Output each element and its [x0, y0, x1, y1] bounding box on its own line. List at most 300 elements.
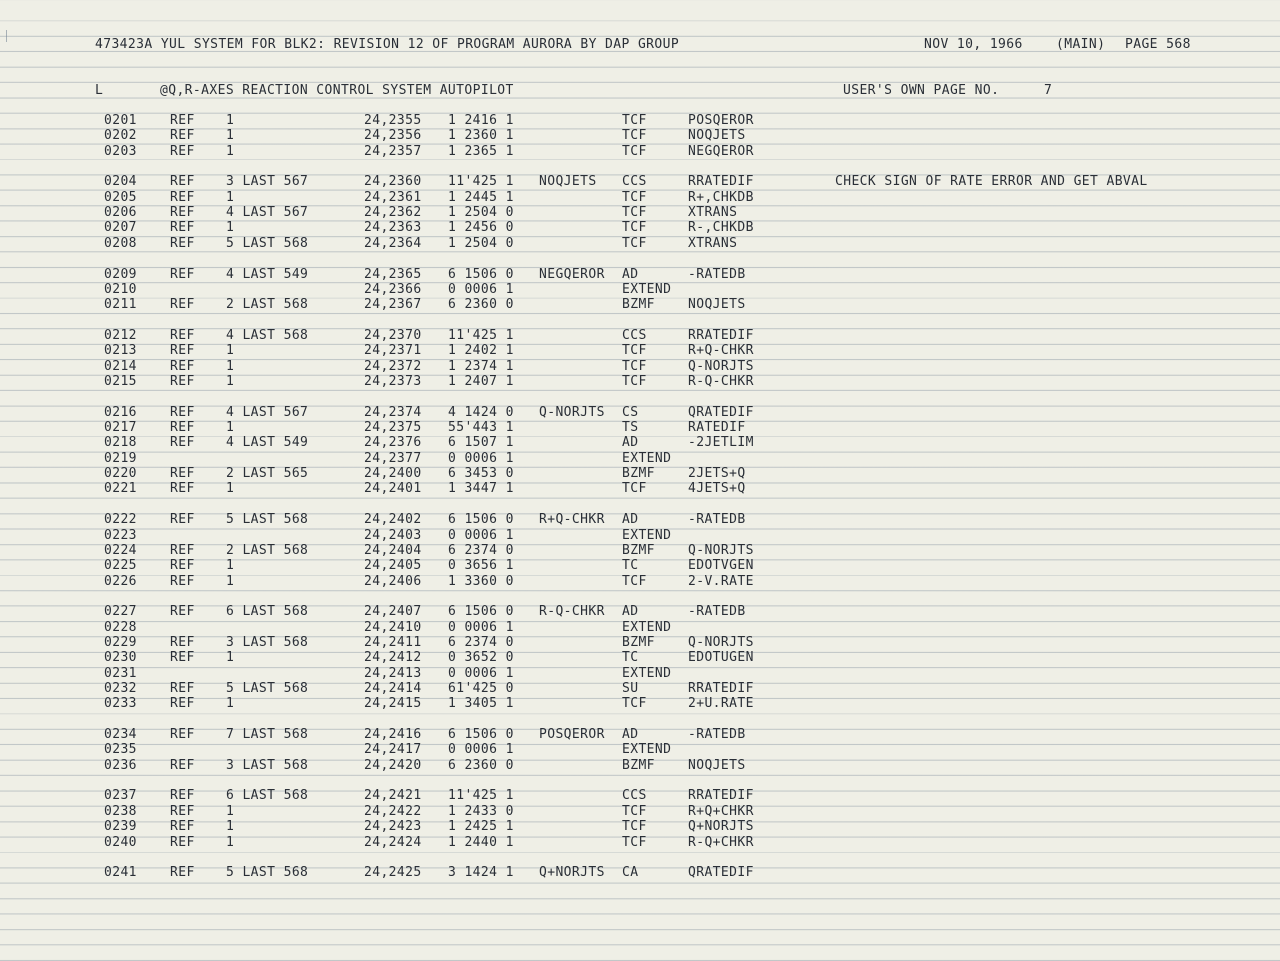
octal-code: 6 2360 0 — [448, 757, 514, 773]
opcode: TCF — [622, 143, 647, 159]
address-field: 24,2366 — [364, 281, 422, 297]
listing-row — [0, 405, 1280, 420]
address-field: 24,2367 — [364, 297, 422, 313]
octal-code: 6 2374 0 — [448, 542, 514, 558]
last-ref-field: 4 LAST 567 — [226, 404, 309, 420]
last-ref-field: 1 — [226, 220, 235, 236]
address-field: 24,2372 — [364, 358, 422, 374]
address-field: 24,2422 — [364, 803, 422, 819]
ref-field: REF — [170, 435, 195, 451]
listing-row — [0, 267, 1280, 282]
card-number: 0234 — [104, 727, 137, 742]
card-number: 0227 — [104, 604, 137, 620]
listing-row — [0, 804, 1280, 819]
address-field: 24,2415 — [364, 696, 422, 712]
listing-row — [0, 512, 1280, 527]
card-number: 0218 — [104, 435, 137, 451]
listing-row — [0, 727, 1280, 742]
listing-row — [0, 543, 1280, 558]
operand: XTRANS — [688, 205, 738, 221]
card-number: 0213 — [104, 343, 137, 359]
octal-code: 1 3405 1 — [448, 696, 514, 712]
address-field: 24,2412 — [364, 650, 422, 666]
address-field: 24,2360 — [364, 174, 422, 190]
operand: RRATEDIF — [688, 327, 754, 343]
octal-code: 0 3652 0 — [448, 650, 514, 666]
opcode: TCF — [622, 235, 647, 251]
last-ref-field: 2 LAST 568 — [226, 297, 309, 313]
listing-row — [0, 574, 1280, 589]
octal-code: 1 3360 0 — [448, 573, 514, 589]
opcode: TC — [622, 650, 639, 666]
listing-row — [0, 558, 1280, 573]
last-ref-field: 4 LAST 549 — [226, 266, 309, 282]
octal-code: 1 2374 1 — [448, 358, 514, 374]
ref-field: REF — [170, 220, 195, 236]
symbol-label: Q-NORJTS — [539, 404, 605, 420]
last-ref-field: 1 — [226, 143, 235, 159]
card-number: 0215 — [104, 374, 137, 389]
opcode: TCF — [622, 374, 647, 389]
card-number: 0220 — [104, 466, 137, 482]
comment: CHECK SIGN OF RATE ERROR AND GET ABVAL — [835, 174, 1148, 190]
ref-field: REF — [170, 757, 195, 773]
ref-field: REF — [170, 865, 195, 881]
opcode: TCF — [622, 343, 647, 359]
card-number: 0207 — [104, 220, 137, 236]
last-ref-field: 1 — [226, 420, 235, 435]
ref-field: REF — [170, 542, 195, 558]
octal-code: 0 0006 1 — [448, 527, 514, 543]
ref-field: REF — [170, 143, 195, 159]
listing-row — [0, 451, 1280, 466]
operand: Q+NORJTS — [688, 819, 754, 835]
listing-row — [0, 144, 1280, 159]
operand: NOQJETS — [688, 757, 746, 773]
opcode: TCF — [622, 573, 647, 589]
listing-row — [0, 328, 1280, 343]
operand: NOQJETS — [688, 128, 746, 144]
last-ref-field: 1 — [226, 803, 235, 819]
opcode: BZMF — [622, 466, 655, 482]
operand: R-Q+CHKR — [688, 834, 754, 850]
listing-row — [0, 528, 1280, 543]
card-number: 0216 — [104, 404, 137, 420]
last-ref-field: 1 — [226, 696, 235, 712]
operand: -RATEDB — [688, 604, 746, 620]
octal-code: 0 0006 1 — [448, 665, 514, 681]
listing-row — [0, 359, 1280, 374]
operand: RRATEDIF — [688, 174, 754, 190]
operand: 4JETS+Q — [688, 481, 746, 497]
octal-code: 0 0006 1 — [448, 619, 514, 635]
octal-code: 1 2416 1 — [448, 113, 514, 128]
operand: XTRANS — [688, 235, 738, 251]
ref-field: REF — [170, 650, 195, 666]
octal-code: 61'425 0 — [448, 681, 514, 696]
operand: -2JETLIM — [688, 435, 754, 451]
address-field: 24,2421 — [364, 788, 422, 804]
octal-code: 6 2360 0 — [448, 297, 514, 313]
operand: EDOTUGEN — [688, 650, 754, 666]
opcode: AD — [622, 512, 639, 528]
operand: QRATEDIF — [688, 404, 754, 420]
opcode: TCF — [622, 128, 647, 144]
octal-code: 6 1506 0 — [448, 512, 514, 528]
card-number: 0205 — [104, 189, 137, 205]
address-field: 24,2374 — [364, 404, 422, 420]
card-number: 0201 — [104, 113, 137, 128]
last-ref-field: 4 LAST 549 — [226, 435, 309, 451]
symbol-label: Q+NORJTS — [539, 865, 605, 881]
card-number: 0206 — [104, 205, 137, 221]
card-number: 0222 — [104, 512, 137, 528]
ref-field: REF — [170, 266, 195, 282]
symbol-label: R-Q-CHKR — [539, 604, 605, 620]
octal-code: 11'425 1 — [448, 174, 514, 190]
operand: RATEDIF — [688, 420, 746, 435]
operand: NEGQEROR — [688, 143, 754, 159]
last-ref-field: 3 LAST 567 — [226, 174, 309, 190]
last-ref-field: 1 — [226, 189, 235, 205]
last-ref-field: 3 LAST 568 — [226, 757, 309, 773]
address-field: 24,2363 — [364, 220, 422, 236]
operand: Q-NORJTS — [688, 358, 754, 374]
ref-field: REF — [170, 681, 195, 696]
card-number: 0231 — [104, 665, 137, 681]
listing-row — [0, 650, 1280, 665]
last-ref-field: 1 — [226, 358, 235, 374]
ref-field: REF — [170, 235, 195, 251]
last-ref-field: 7 LAST 568 — [226, 727, 309, 742]
octal-code: 1 2440 1 — [448, 834, 514, 850]
opcode: TS — [622, 420, 639, 435]
card-number: 0229 — [104, 634, 137, 650]
last-ref-field: 5 LAST 568 — [226, 681, 309, 696]
opcode: TCF — [622, 481, 647, 497]
ref-field: REF — [170, 420, 195, 435]
section-title: @Q,R-AXES REACTION CONTROL SYSTEM AUTOPILOT — [160, 83, 514, 98]
opcode: EXTEND — [622, 742, 672, 758]
last-ref-field: 1 — [226, 128, 235, 144]
users-page-label: USER'S OWN PAGE NO. — [843, 83, 1000, 98]
octal-code: 1 2425 1 — [448, 819, 514, 835]
ref-field: REF — [170, 205, 195, 221]
octal-code: 3 1424 1 — [448, 865, 514, 881]
address-field: 24,2414 — [364, 681, 422, 696]
operand: 2+U.RATE — [688, 696, 754, 712]
card-number: 0240 — [104, 834, 137, 850]
address-field: 24,2411 — [364, 634, 422, 650]
ref-field: REF — [170, 819, 195, 835]
listing-date: NOV 10, 1966 — [924, 37, 1023, 52]
ref-field: REF — [170, 834, 195, 850]
opcode: TCF — [622, 189, 647, 205]
octal-code: 6 1506 0 — [448, 266, 514, 282]
section-marker: L — [95, 83, 104, 98]
main-tag: (MAIN) — [1056, 37, 1106, 52]
card-number: 0212 — [104, 327, 137, 343]
octal-code: 1 2433 0 — [448, 803, 514, 819]
octal-code: 1 2407 1 — [448, 374, 514, 389]
ref-field: REF — [170, 481, 195, 497]
opcode: CCS — [622, 788, 647, 804]
last-ref-field: 5 LAST 568 — [226, 512, 309, 528]
address-field: 24,2416 — [364, 727, 422, 742]
card-number: 0235 — [104, 742, 137, 758]
card-number: 0203 — [104, 143, 137, 159]
address-field: 24,2425 — [364, 865, 422, 881]
listing-row — [0, 788, 1280, 803]
users-page-number: 7 — [1044, 83, 1053, 98]
card-number: 0204 — [104, 174, 137, 190]
operand: -RATEDB — [688, 266, 746, 282]
last-ref-field: 2 LAST 568 — [226, 542, 309, 558]
last-ref-field: 6 LAST 568 — [226, 788, 309, 804]
octal-code: 6 1506 0 — [448, 727, 514, 742]
listing-row — [0, 435, 1280, 450]
last-ref-field: 1 — [226, 343, 235, 359]
ref-field: REF — [170, 466, 195, 482]
opcode: EXTEND — [622, 281, 672, 297]
opcode: SU — [622, 681, 639, 696]
card-number: 0223 — [104, 527, 137, 543]
listing-row — [0, 220, 1280, 235]
listing-row — [0, 865, 1280, 880]
card-number: 0209 — [104, 266, 137, 282]
octal-code: 1 3447 1 — [448, 481, 514, 497]
symbol-label: NOQJETS — [539, 174, 597, 190]
octal-code: 11'425 1 — [448, 327, 514, 343]
card-number: 0225 — [104, 558, 137, 574]
card-number: 0202 — [104, 128, 137, 144]
octal-code: 0 3656 1 — [448, 558, 514, 574]
ref-field: REF — [170, 573, 195, 589]
page-number: PAGE 568 — [1125, 37, 1191, 52]
address-field: 24,2365 — [364, 266, 422, 282]
last-ref-field: 1 — [226, 819, 235, 835]
listing-row — [0, 481, 1280, 496]
octal-code: 1 2402 1 — [448, 343, 514, 359]
address-field: 24,2356 — [364, 128, 422, 144]
opcode: EXTEND — [622, 665, 672, 681]
listing-row — [0, 620, 1280, 635]
opcode: AD — [622, 435, 639, 451]
last-ref-field: 2 LAST 565 — [226, 466, 309, 482]
card-number: 0230 — [104, 650, 137, 666]
opcode: BZMF — [622, 634, 655, 650]
ref-field: REF — [170, 512, 195, 528]
card-number: 0211 — [104, 297, 137, 313]
address-field: 24,2377 — [364, 450, 422, 466]
address-field: 24,2420 — [364, 757, 422, 773]
card-number: 0233 — [104, 696, 137, 712]
listing-title: 473423A YUL SYSTEM FOR BLK2: REVISION 12 OF PROGRAM AURORA BY DAP GROUP — [95, 37, 680, 52]
card-number: 0241 — [104, 865, 137, 881]
card-number: 0210 — [104, 281, 137, 297]
opcode: TCF — [622, 803, 647, 819]
opcode: TCF — [622, 113, 647, 128]
card-number: 0208 — [104, 235, 137, 251]
operand: 2JETS+Q — [688, 466, 746, 482]
card-number: 0214 — [104, 358, 137, 374]
listing-row — [0, 742, 1280, 757]
last-ref-field: 1 — [226, 113, 235, 128]
last-ref-field: 1 — [226, 374, 235, 389]
listing-row — [0, 681, 1280, 696]
listing-row — [0, 205, 1280, 220]
octal-code: 1 2504 0 — [448, 235, 514, 251]
opcode: TCF — [622, 358, 647, 374]
address-field: 24,2357 — [364, 143, 422, 159]
listing-row — [0, 635, 1280, 650]
opcode: TCF — [622, 819, 647, 835]
card-number: 0236 — [104, 757, 137, 773]
octal-code: 0 0006 1 — [448, 450, 514, 466]
opcode: TCF — [622, 696, 647, 712]
operand: 2-V.RATE — [688, 573, 754, 589]
card-number: 0239 — [104, 819, 137, 835]
ref-field: REF — [170, 803, 195, 819]
opcode: CA — [622, 865, 639, 881]
address-field: 24,2417 — [364, 742, 422, 758]
card-number: 0232 — [104, 681, 137, 696]
symbol-label: R+Q-CHKR — [539, 512, 605, 528]
opcode: TCF — [622, 205, 647, 221]
card-number: 0237 — [104, 788, 137, 804]
listing-row — [0, 466, 1280, 481]
opcode: AD — [622, 266, 639, 282]
octal-code: 6 1507 1 — [448, 435, 514, 451]
operand: RRATEDIF — [688, 788, 754, 804]
listing-row — [0, 835, 1280, 850]
card-number: 0224 — [104, 542, 137, 558]
listing-row — [0, 190, 1280, 205]
operand: NOQJETS — [688, 297, 746, 313]
ref-field: REF — [170, 189, 195, 205]
ref-field: REF — [170, 634, 195, 650]
listing-row — [0, 282, 1280, 297]
octal-code: 1 2365 1 — [448, 143, 514, 159]
card-number: 0228 — [104, 619, 137, 635]
last-ref-field: 1 — [226, 650, 235, 666]
opcode: AD — [622, 604, 639, 620]
opcode: AD — [622, 727, 639, 742]
operand: QRATEDIF — [688, 865, 754, 881]
last-ref-field: 5 LAST 568 — [226, 865, 309, 881]
octal-code: 4 1424 0 — [448, 404, 514, 420]
octal-code: 0 0006 1 — [448, 281, 514, 297]
ref-field: REF — [170, 113, 195, 128]
operand: R-Q-CHKR — [688, 374, 754, 389]
opcode: BZMF — [622, 542, 655, 558]
symbol-label: NEGQEROR — [539, 266, 605, 282]
listing-row — [0, 174, 1280, 189]
opcode: EXTEND — [622, 619, 672, 635]
operand: EDOTVGEN — [688, 558, 754, 574]
card-number: 0238 — [104, 803, 137, 819]
opcode: TCF — [622, 220, 647, 236]
listing-row — [0, 666, 1280, 681]
opcode: BZMF — [622, 757, 655, 773]
octal-code: 55'443 1 — [448, 420, 514, 435]
last-ref-field: 4 LAST 568 — [226, 327, 309, 343]
listing-row — [0, 128, 1280, 143]
card-number: 0217 — [104, 420, 137, 435]
operand: RRATEDIF — [688, 681, 754, 696]
last-ref-field: 1 — [226, 834, 235, 850]
last-ref-field: 1 — [226, 558, 235, 574]
ref-field: REF — [170, 788, 195, 804]
card-number: 0221 — [104, 481, 137, 497]
address-field: 24,2402 — [364, 512, 422, 528]
address-field: 24,2405 — [364, 558, 422, 574]
listing-row — [0, 758, 1280, 773]
opcode: EXTEND — [622, 527, 672, 543]
ref-field: REF — [170, 727, 195, 742]
octal-code: 1 2360 1 — [448, 128, 514, 144]
address-field: 24,2362 — [364, 205, 422, 221]
ref-field: REF — [170, 696, 195, 712]
listing-row — [0, 604, 1280, 619]
address-field: 24,2355 — [364, 113, 422, 128]
address-field: 24,2371 — [364, 343, 422, 359]
ref-field: REF — [170, 404, 195, 420]
octal-code: 6 1506 0 — [448, 604, 514, 620]
listing-row — [0, 236, 1280, 251]
operand: Q-NORJTS — [688, 634, 754, 650]
last-ref-field: 5 LAST 568 — [226, 235, 309, 251]
octal-code: 6 3453 0 — [448, 466, 514, 482]
listing-row — [0, 374, 1280, 389]
address-field: 24,2364 — [364, 235, 422, 251]
opcode: CCS — [622, 174, 647, 190]
symbol-label: POSQEROR — [539, 727, 605, 742]
address-field: 24,2424 — [364, 834, 422, 850]
octal-code: 11'425 1 — [448, 788, 514, 804]
opcode: CCS — [622, 327, 647, 343]
address-field: 24,2407 — [364, 604, 422, 620]
operand: R-,CHKDB — [688, 220, 754, 236]
opcode: TCF — [622, 834, 647, 850]
operand: R+Q+CHKR — [688, 803, 754, 819]
octal-code: 6 2374 0 — [448, 634, 514, 650]
last-ref-field: 1 — [226, 573, 235, 589]
address-field: 24,2403 — [364, 527, 422, 543]
operand: POSQEROR — [688, 113, 754, 128]
operand: R+Q-CHKR — [688, 343, 754, 359]
ref-field: REF — [170, 174, 195, 190]
last-ref-field: 1 — [226, 481, 235, 497]
opcode: EXTEND — [622, 450, 672, 466]
octal-code: 1 2504 0 — [448, 205, 514, 221]
ref-field: REF — [170, 358, 195, 374]
address-field: 24,2376 — [364, 435, 422, 451]
address-field: 24,2404 — [364, 542, 422, 558]
card-number: 0226 — [104, 573, 137, 589]
ref-field: REF — [170, 604, 195, 620]
address-field: 24,2410 — [364, 619, 422, 635]
address-field: 24,2406 — [364, 573, 422, 589]
operand: Q-NORJTS — [688, 542, 754, 558]
address-field: 24,2413 — [364, 665, 422, 681]
listing-row — [0, 420, 1280, 435]
ref-field: REF — [170, 374, 195, 389]
opcode: BZMF — [622, 297, 655, 313]
operand: -RATEDB — [688, 727, 746, 742]
octal-code: 1 2456 0 — [448, 220, 514, 236]
octal-code: 0 0006 1 — [448, 742, 514, 758]
